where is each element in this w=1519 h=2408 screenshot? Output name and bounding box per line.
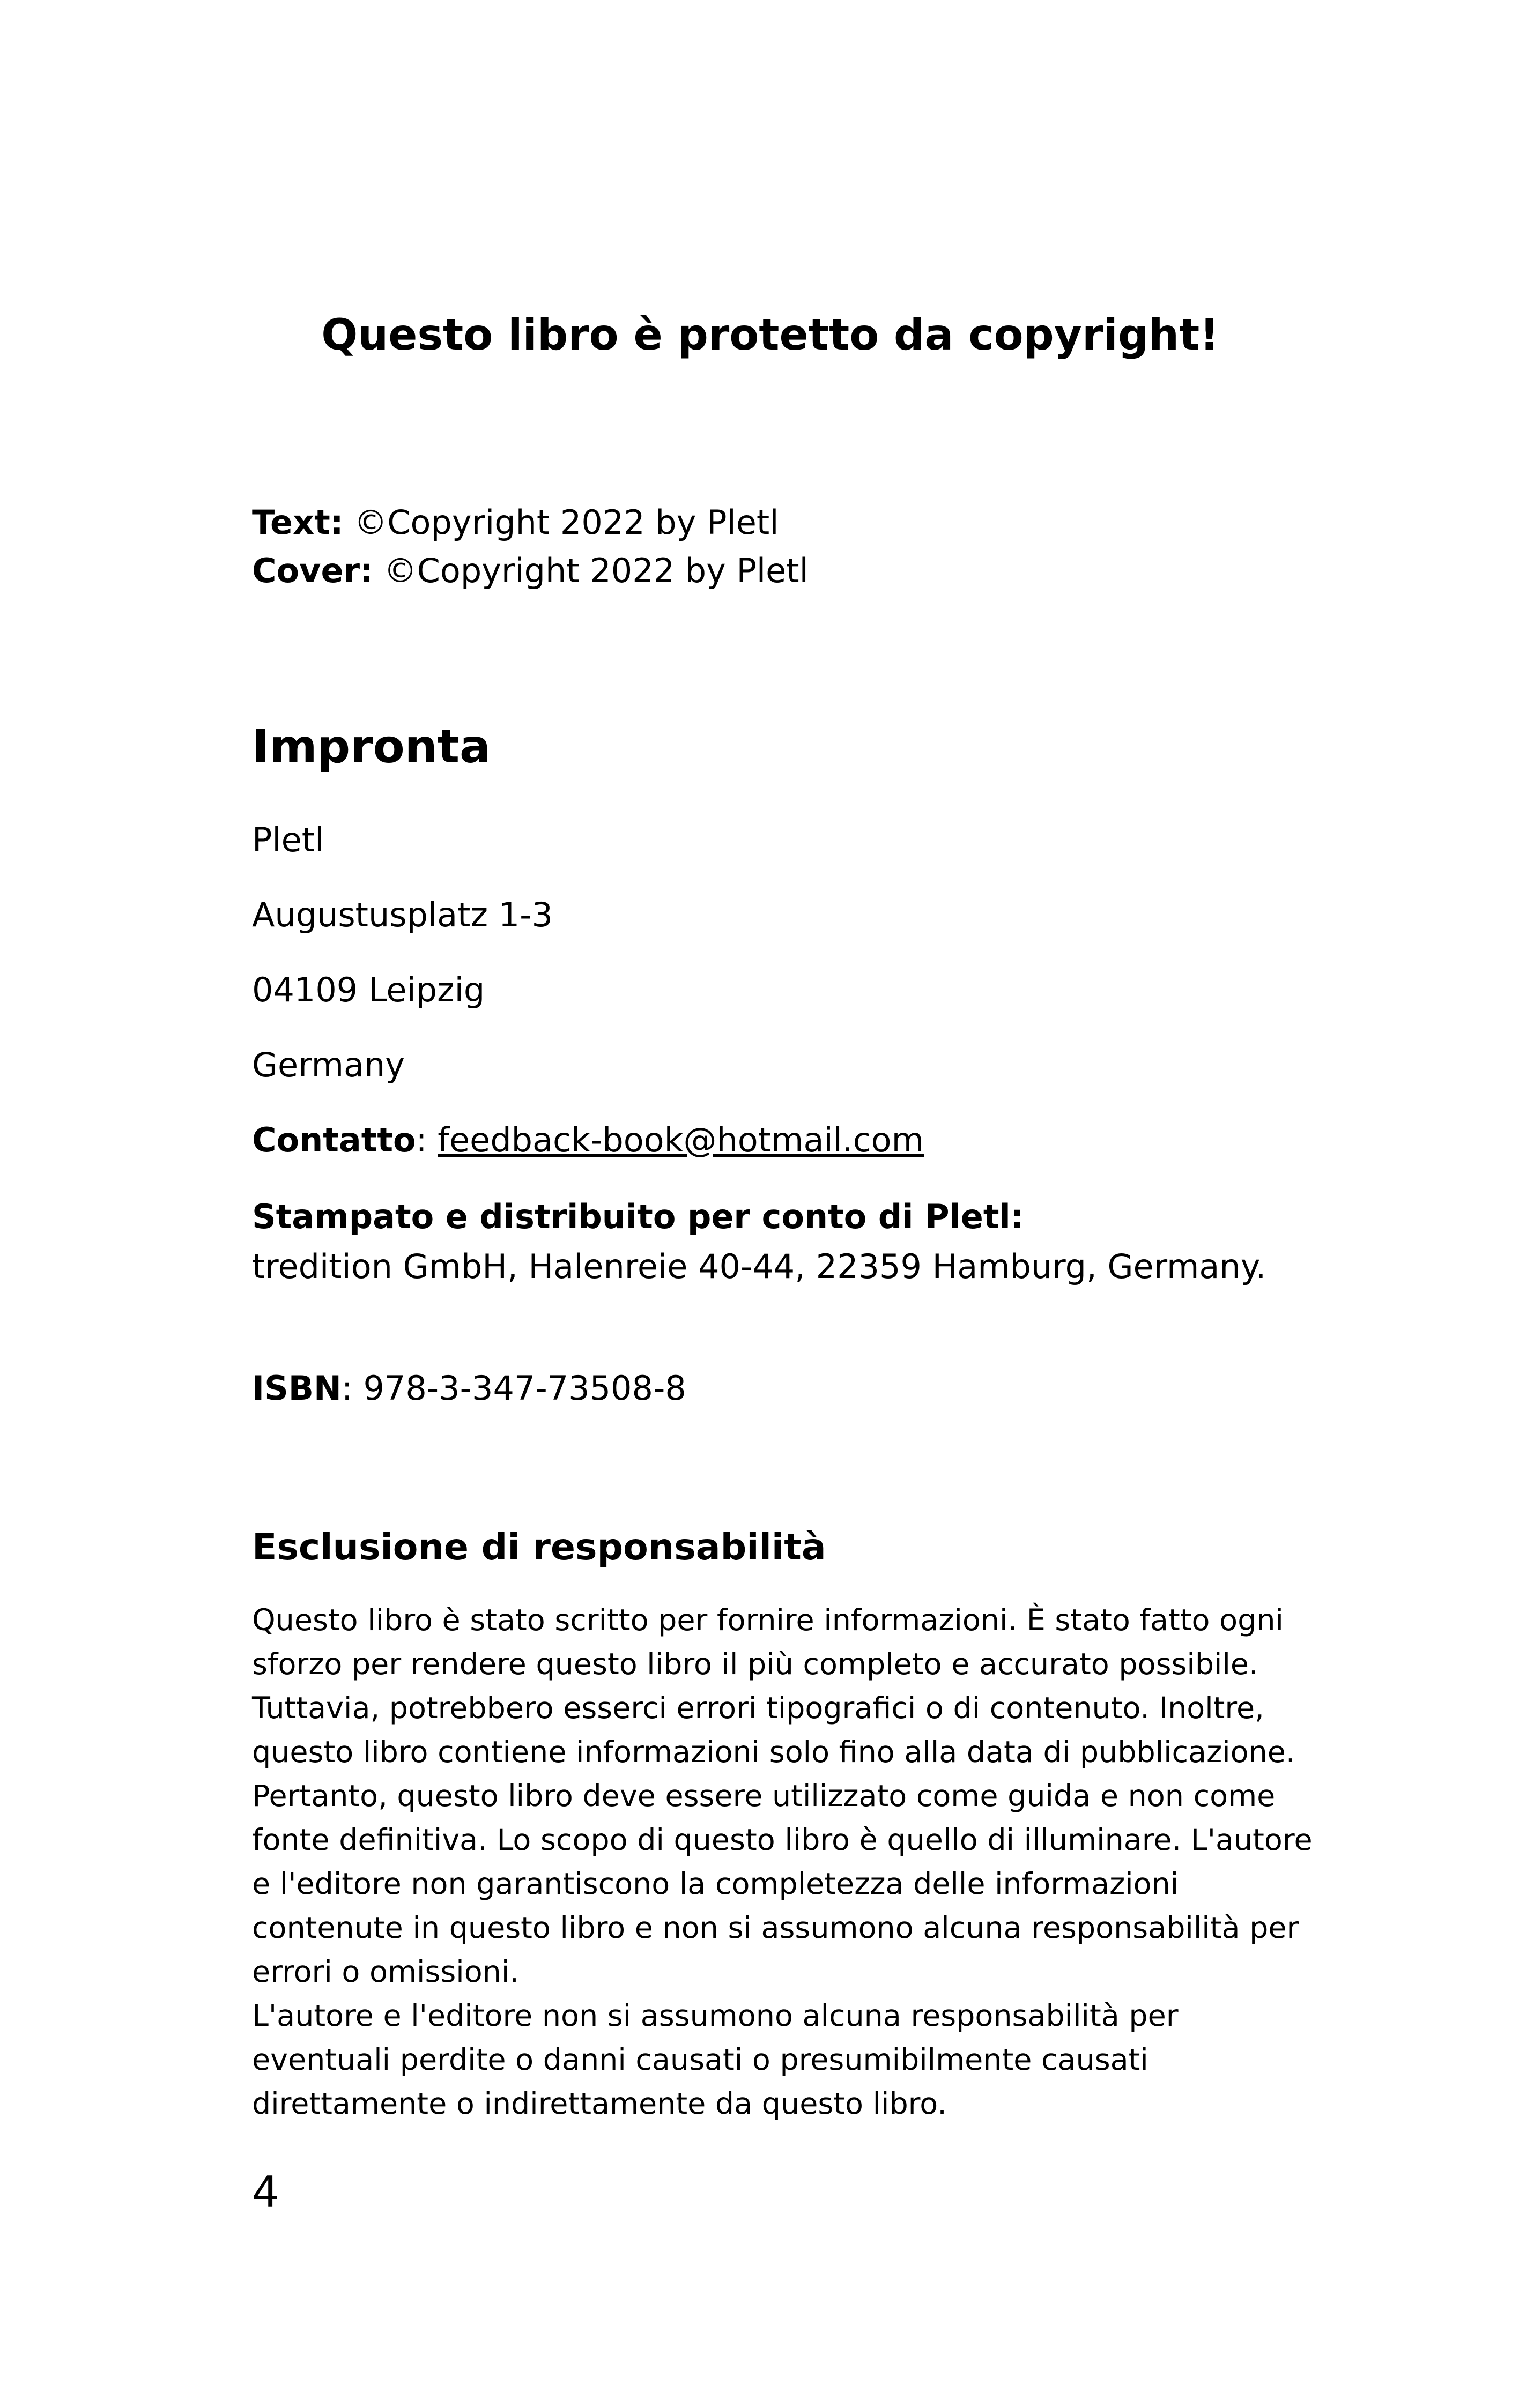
imprint-name: Pletl bbox=[252, 820, 324, 859]
copyright-cover-value: ©Copyright 2022 by Pletl bbox=[373, 551, 809, 590]
imprint-country: Germany bbox=[252, 1045, 405, 1084]
printed-by-label: Stampato e distribuito per conto di Pletl: bbox=[252, 1197, 1024, 1236]
copyright-cover-label: Cover: bbox=[252, 551, 373, 590]
copyright-text-line bbox=[252, 499, 779, 547]
isbn-value: : 978-3-347-73508-8 bbox=[341, 1369, 686, 1408]
printed-by-value: tredition GmbH, Halenreie 40-44, 22359 Hamburg, Germany. bbox=[252, 1247, 1266, 1286]
imprint-city: 04109 Leipzig bbox=[252, 970, 485, 1009]
contact-email-link[interactable]: feedback-book@hotmail.com bbox=[438, 1120, 924, 1160]
contact-label: Contatto bbox=[252, 1120, 416, 1160]
imprint-heading: Impronta bbox=[252, 720, 491, 774]
contact-separator: : bbox=[416, 1120, 438, 1160]
copyright-cover-line bbox=[252, 547, 809, 595]
page-title: Questo libro è protetto da copyright! bbox=[321, 310, 1219, 360]
disclaimer-body bbox=[252, 1599, 1324, 2126]
disclaimer-paragraph-2: L'autore e l'editore non si assumono alcuna responsabilità per eventuali perdite o danni causati o presumibilmente causati direttamente o indirettamente da questo libro. bbox=[252, 1998, 1179, 2121]
isbn-label: ISBN bbox=[252, 1369, 342, 1408]
isbn-line bbox=[252, 1364, 686, 1413]
contact-line bbox=[252, 1116, 924, 1164]
page-number: 4 bbox=[252, 2167, 279, 2217]
disclaimer-heading: Esclusione di responsabilità bbox=[252, 1526, 826, 1569]
copyright-text-value: ©Copyright 2022 by Pletl bbox=[343, 503, 779, 542]
imprint-street: Augustusplatz 1-3 bbox=[252, 895, 553, 934]
copyright-text-label: Text: bbox=[252, 503, 344, 542]
disclaimer-paragraph-1: Questo libro è stato scritto per fornire informazioni. È stato fatto ogni sforzo per rendere questo libro il più completo e accurato possibile. Tuttavia, potrebbero esserci errori tipografici o di contenuto. Inoltre, questo libro contiene informazioni solo fino alla data di pubblicazione. Pertanto, questo libro deve essere utilizzato come guida e non come fonte definitiva. Lo scopo di questo libro è quello di illuminare. L'autore e l'editore non garantiscono la completezza delle informazioni contenute in questo libro e non si assumono alcuna responsabilità per errori o omissioni. bbox=[252, 1603, 1313, 1989]
